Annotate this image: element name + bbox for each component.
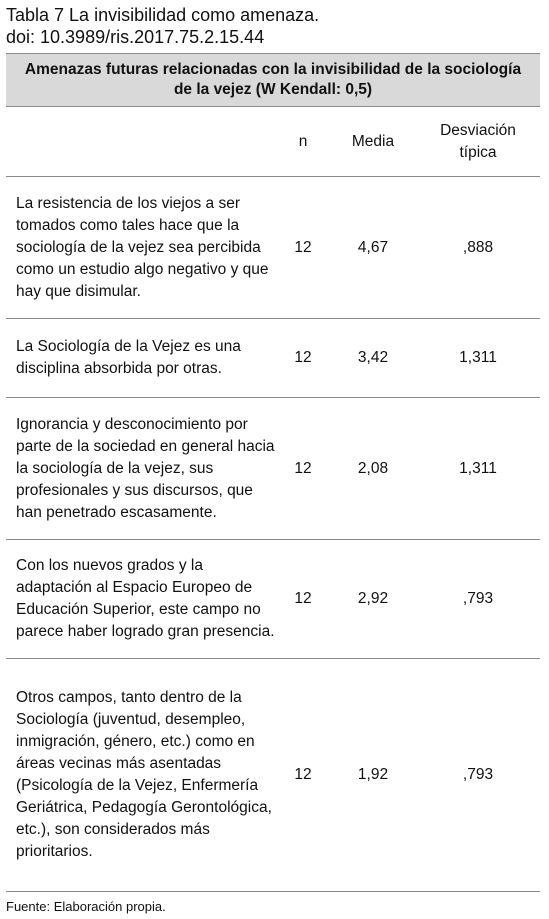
row-n: 12 [294, 349, 312, 366]
row-sd: 1,311 [459, 349, 497, 366]
data-table [6, 53, 540, 892]
row-n: 12 [294, 459, 312, 477]
row-media: 3,42 [357, 349, 389, 366]
row-label: La Sociología de la Vejez es una disciplina absorbida por otras. [16, 338, 241, 377]
header-sd [416, 120, 540, 164]
table-row [6, 398, 540, 540]
row-label: Ignorancia y desconocimiento por parte de la sociedad en general hacia la sociología de la vejez, sus profesionales y sus discursos, que han penetrado escasamente. [16, 415, 275, 521]
row-label: La resistencia de los viejos a ser tomados como tales hace que la sociología de la vejez sea percibida como un estudio algo negativo y que hay que disimular. [16, 194, 269, 300]
header-media: Media [351, 132, 395, 150]
table-row [6, 659, 540, 892]
row-n: 12 [294, 590, 312, 607]
row-n: 12 [294, 766, 312, 783]
row-media: 1,92 [357, 766, 389, 783]
row-sd: ,793 [462, 590, 494, 607]
table-caption [6, 4, 319, 48]
caption-doi: doi: 10.3989/ris.2017.75.2.15.44 [6, 27, 265, 47]
header-sd-text: Desviación típica [440, 121, 516, 161]
row-label: Otros campos, tanto dentro de la Sociología (juventud, desempleo, inmigración, género, etc.) como en áreas vecinas más asentadas (Psicología de la Vejez, Enfermería Geriátrica, Pedagogía Gerontológica, etc.), son considerados más prioritarios. [16, 689, 272, 860]
caption-title: Tabla 7 La invisibilidad como amenaza. [6, 5, 320, 25]
row-sd: ,793 [462, 766, 494, 783]
table-row [6, 319, 540, 398]
table-row [6, 177, 540, 319]
table-header-row [6, 107, 540, 177]
table-row [6, 540, 540, 659]
header-n: n [298, 132, 308, 150]
row-sd: 1,311 [459, 459, 497, 477]
row-label: Con los nuevos grados y la adaptación al Espacio Europeo de Educación Superior, este campo no parece haber logrado gran presencia. [16, 557, 275, 640]
row-media: 2,92 [357, 590, 389, 607]
row-media: 4,67 [357, 238, 389, 256]
row-media: 2,08 [357, 459, 389, 477]
source-note: Fuente: Elaboración propia. [6, 899, 166, 914]
table-title-text: Amenazas futuras relacionadas con la invisibilidad de la sociología de la vejez (W Kendall: 0,5) [24, 61, 522, 98]
row-n: 12 [294, 238, 312, 256]
row-sd: ,888 [462, 238, 494, 256]
table-title [6, 53, 540, 107]
